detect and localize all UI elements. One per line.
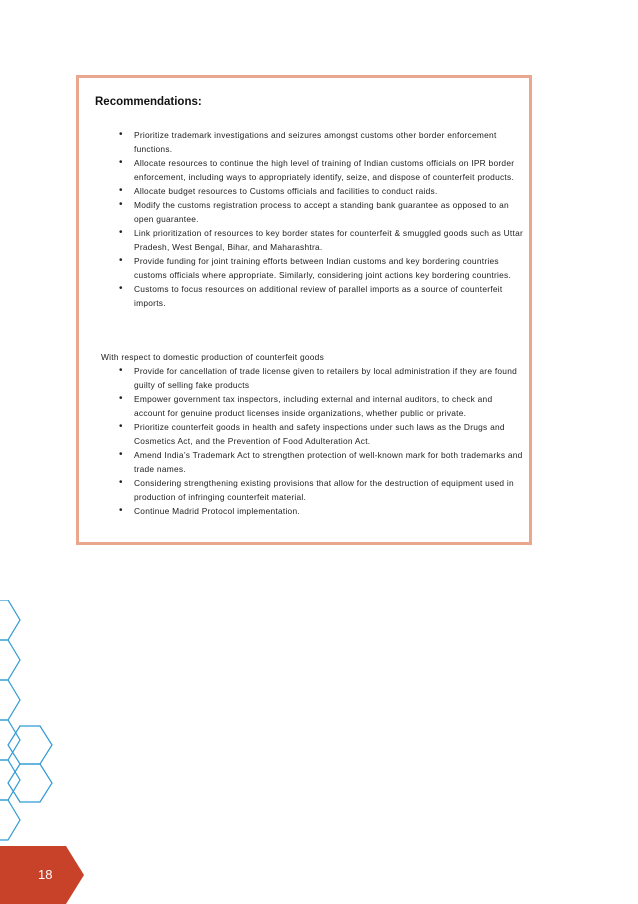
domestic-production-list <box>119 364 524 518</box>
recommendations-list <box>119 128 524 310</box>
hexagon-shape <box>0 640 20 680</box>
hexagon-shape <box>0 680 20 720</box>
list-item: • Allocate budget resources to Customs officials and facilities to conduct raids. <box>119 184 524 198</box>
list-item: • Provide for cancellation of trade license given to retailers by local administration if they are found guilty of selling fake products <box>119 364 524 392</box>
list-item: • Allocate resources to continue the high level of training of Indian customs officials on IPR border enforcement, including ways to appropriately identify, seize, and dispose of counterfeit products. <box>119 156 524 184</box>
hexagon-shape <box>8 764 52 802</box>
list-item: • Prioritize trademark investigations and seizures amongst customs other border enforcement functions. <box>119 128 524 156</box>
hexagon-pattern-decoration <box>0 600 60 850</box>
recommendations-box <box>76 75 532 545</box>
recommendations-title: Recommendations: <box>95 96 202 108</box>
list-item: • Considering strengthening existing provisions that allow for the destruction of equipment used in production of infringing counterfeit material. <box>119 476 524 504</box>
hexagon-shape <box>0 720 20 760</box>
list-item: • Prioritize counterfeit goods in health and safety inspections under such laws as the Drugs and Cosmetics Act, and the Prevention of Food Adulteration Act. <box>119 420 524 448</box>
list-item: • Continue Madrid Protocol implementation. <box>119 504 524 518</box>
list-item: • Provide funding for joint training efforts between Indian customs and key bordering countries customs officials where appropriate. Similarly, considering joint actions key bordering countries. <box>119 254 524 282</box>
hexagon-shape <box>0 600 20 640</box>
domestic-production-heading: With respect to domestic production of counterfeit goods <box>101 352 325 362</box>
list-item: • Link prioritization of resources to key border states for counterfeit & smuggled goods such as Uttar Pradesh, West Bengal, Bihar, and Maharashtra. <box>119 226 524 254</box>
list-item: • Modify the customs registration process to accept a standing bank guarantee as opposed to an open guarantee. <box>119 198 524 226</box>
hexagon-shape <box>0 800 20 840</box>
list-item: • Empower government tax inspectors, including external and internal auditors, to check and account for genuine product licenses inside organizations, whether public or private. <box>119 392 524 420</box>
page-number: 18 <box>38 867 53 882</box>
list-item: • Customs to focus resources on additional review of parallel imports as a source of counterfeit imports. <box>119 282 524 310</box>
list-item: • Amend India’s Trademark Act to strengthen protection of well-known mark for both trademarks and trade names. <box>119 448 524 476</box>
